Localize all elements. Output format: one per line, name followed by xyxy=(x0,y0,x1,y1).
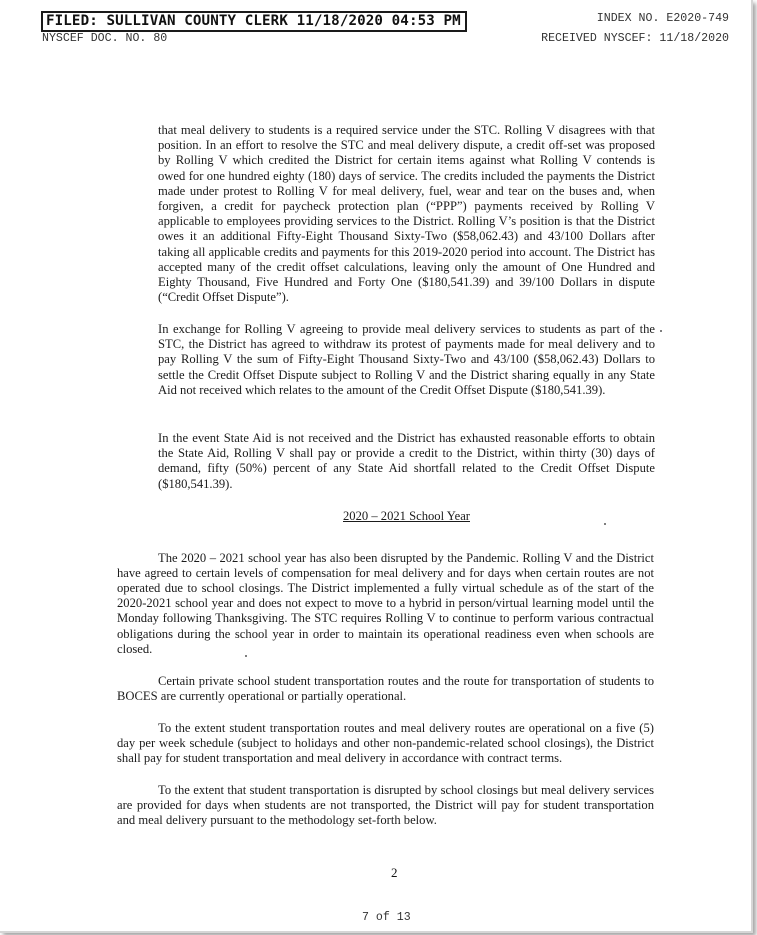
paragraph-text: In exchange for Rolling V agreeing to provide meal delivery services to students as part of the STC, the District has agreed to withdraw its protest of payments made for meal delivery and to pay Rolling V the sum of Fifty-Eight Thousand Sixty-Two and 43/100 ($58,062.43) Dollars to settle the Credit Offset Dispute subject to Rolling V and the District sharing equally in any State Aid not received which relates to the amount of the Credit Offset Dispute ($180,541.39). xyxy=(158,322,655,397)
paragraph-text: that meal delivery to students is a required service under the STC. Rolling V disagrees with that position. In an effort to resolve the STC and meal delivery dispute, a credit off-set was proposed by Rolling V which credited the District for certain items against what Rolling V contends is owed for one hundred eighty (180) days of service. The credits included the payments the District made under protest to Rolling V for meal delivery, fuel, wear and tear on the buses and, when forgiven, a credit for paycheck protection plan (“PPP”) payments received by Rolling V applicable to employees providing services to the District. Rolling V’s position is that the District owes it an additional Fifty-Eight Thousand Sixty-Two ($58,062.43) and 43/100 Dollars after taking all applicable credits and payments for this 2019-2020 period into account. The District has accepted many of the credit offset calculations, leaving only the amount of One Hundred and Eighty Thousand, Five Hundred and Forty One ($180,541.39) and 39/100 Dollars in dispute (“Credit Offset Dispute”). xyxy=(158,123,655,305)
scan-speck xyxy=(245,655,247,657)
paragraph-exchange xyxy=(158,322,655,398)
scan-speck xyxy=(604,523,606,525)
paragraph-text: The 2020 – 2021 school year has also been disrupted by the Pandemic. Rolling V and the District have agreed to certain levels of compensation for meal delivery and for days when certain routes are not operated due to school closings. The District implemented a fully virtual schedule as of the start of the 2020-2021 school year and does not expect to move to a hybrid in person/virtual learning model until the Monday following Thanksgiving. The STC requires Rolling V to continue to perform various contractual obligations during the school year in order to maintain its operational readiness even when schools are closed. xyxy=(117,550,654,656)
index-number: INDEX NO. E2020-749 xyxy=(596,12,729,25)
paragraph-credit-offset xyxy=(158,123,655,305)
paragraph-text: To the extent that student transportation is disrupted by school closings but meal delivery services are provided for days when students are not transported, the District will pay for student transportation and meal delivery pursuant to the methodology set-forth below. xyxy=(117,782,654,827)
section-heading: 2020 – 2021 School Year xyxy=(343,509,470,523)
paragraph-school-year xyxy=(117,538,654,670)
paragraph-disrupted-transport xyxy=(117,770,654,841)
nyscef-doc-number: NYSCEF DOC. NO. 80 xyxy=(42,32,168,45)
paragraph-state-aid xyxy=(158,431,655,492)
scan-speck xyxy=(660,330,662,332)
paragraph-text: Certain private school student transportation routes and the route for transportation of students to BOCES are currently operational or partially operational. xyxy=(117,673,654,703)
filed-stamp: FILED: SULLIVAN COUNTY CLERK 11/18/2020 04:53 PM xyxy=(41,11,467,32)
paragraph-text: In the event State Aid is not received and the District has exhausted reasonable efforts to obtain the State Aid, Rolling V shall pay or provide a credit to the District, within thirty (30) days of demand, fifty (50%) percent of any State Aid shortfall related to the Credit Offset Dispute ($180,541.39). xyxy=(158,431,655,491)
paragraph-operational-routes xyxy=(117,708,654,779)
page-number: 2 xyxy=(391,865,398,880)
received-date: RECEIVED NYSCEF: 11/18/2020 xyxy=(541,32,729,45)
page-count: 7 of 13 xyxy=(362,911,411,924)
paragraph-text: To the extent student transportation routes and meal delivery routes are operational on a five (5) day per week schedule (subject to holidays and other non-pandemic-related school closings), the District shall pay for student transportation and meal delivery in accordance with contract terms. xyxy=(117,720,654,765)
